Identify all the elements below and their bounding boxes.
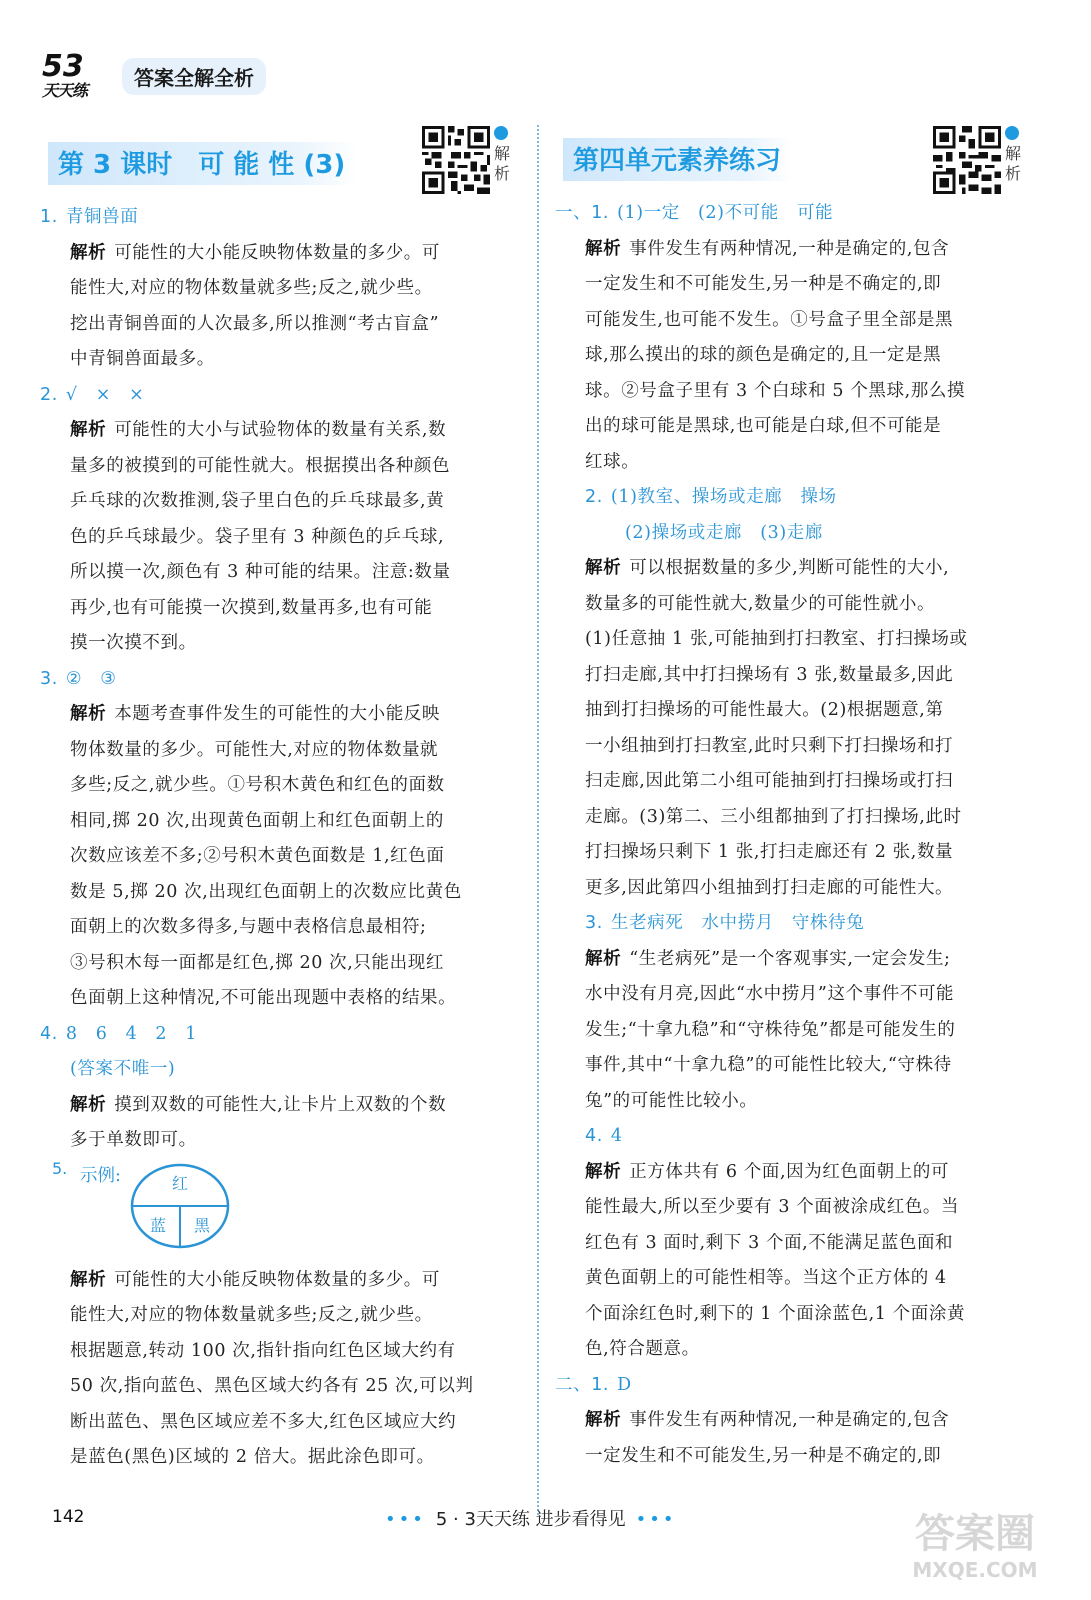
analysis-line: 多些;反之,就少些。①号积木黄色和红色的面数: [70, 775, 445, 795]
analysis-line: 50 次,指向蓝色、黑色区域大约各有 25 次,可以判: [70, 1376, 474, 1396]
qr-code-icon[interactable]: [933, 126, 1001, 194]
analysis-line: 面朝上的次数多得多,与题中表格信息最相符;: [70, 917, 427, 937]
question-number: 二、1.: [555, 1374, 610, 1395]
question-number: 2.: [585, 487, 603, 507]
answer-text: 8 6 4 2 1: [65, 1023, 197, 1044]
analysis-line: 球,那么摸出的球的颜色是确定的,且一定是黑: [585, 345, 942, 365]
analysis-line: 能性最大,所以至少要有 3 个面被涂成红色。当: [585, 1197, 960, 1217]
analysis-line: 量多的被摸到的可能性就大。根据摸出各种颜色: [70, 455, 451, 476]
answer-line: [555, 906, 1040, 942]
question-5: [40, 1159, 525, 1476]
question-1: [40, 200, 525, 378]
analysis-line: 兔”的可能性比较小。: [585, 1090, 758, 1111]
qr-code-icon[interactable]: [422, 126, 490, 194]
analysis-line: [40, 236, 525, 272]
analysis-line: 所以摸一次,颜色有 3 种可能的结果。注意:数量: [70, 562, 451, 582]
analysis-line: [40, 1263, 525, 1299]
analysis-line: 一小组抽到打扫教室,此时只剩下打扫操场和打: [585, 735, 954, 756]
analysis-line: 水中没有月亮,因此“水中捞月”这个事件不可能: [585, 984, 955, 1004]
analysis-line: 一定发生和不可能发生,另一种是不确定的,即: [585, 274, 942, 294]
dots-right: •••: [635, 1509, 677, 1530]
analysis-line: 发生;“十拿九稳”和“守株待兔”都是可能发生的: [585, 1019, 956, 1040]
answer-text: 青铜兽面: [65, 207, 139, 227]
analysis-line: 多于单数即可。: [70, 1130, 197, 1150]
analysis-text: 可能性的大小能反映物体数量的多少。可: [114, 1269, 441, 1290]
right-column: [555, 120, 1040, 1474]
question-number: 5.: [52, 1158, 68, 1178]
analysis-line: 一定发生和不可能发生,另一种是不确定的,即: [585, 1445, 942, 1466]
answer-text: (1)教室、操场或走廊 操场: [610, 487, 837, 507]
question-number: 4.: [585, 1126, 603, 1146]
analysis-line: 色,符合题意。: [585, 1339, 700, 1359]
answer-line: [40, 200, 525, 236]
left-section-head: [40, 120, 525, 200]
answer-text-continued: (2)操场或走廊 (3)走廊: [625, 522, 823, 543]
analysis-line: 打扫走廊,其中打扫操场有 3 张,数量最多,因此: [585, 664, 954, 685]
answer-line: [555, 1119, 1040, 1155]
spinner-disk: [130, 1163, 230, 1249]
analysis-tag: 解析: [70, 704, 107, 724]
analysis-line: 次数应该差不多;②号积木黄色面数是 1,红色面: [70, 846, 445, 866]
analysis-line: [555, 942, 1040, 978]
answer-text: 4: [610, 1126, 623, 1146]
watermark-url: MXQE.COM: [912, 1558, 1038, 1582]
watermark: [880, 1510, 1070, 1590]
answer-note: (答案不唯一): [70, 1059, 176, 1079]
header-title: 答案全解全析: [122, 58, 266, 95]
answer-line: [40, 662, 525, 698]
qr-label-text: 解析: [494, 144, 511, 183]
left-column: [40, 120, 525, 1476]
analysis-tag: 解析: [70, 1269, 107, 1290]
analysis-line: 抽到打扫操场的可能性最大。(2)根据题意,第: [585, 700, 944, 720]
analysis-tag: 解析: [585, 238, 622, 259]
analysis-line: 是蓝色(黑色)区域的 2 倍大。据此涂色即可。: [70, 1447, 435, 1467]
analysis-line: 黄色面朝上的可能性相等。当这个正方体的 4: [585, 1268, 947, 1288]
analysis-line: 数量多的可能性就大,数量少的可能性就小。: [585, 593, 936, 614]
answer-text: √ × ×: [65, 384, 145, 405]
question-number: 3.: [40, 668, 58, 689]
part1-question-1: [555, 196, 1040, 480]
question-number: 1.: [40, 207, 58, 227]
spinner-example: [40, 1159, 525, 1255]
analysis-line: 根据题意,转动 100 次,指针指向红色区域大约有: [70, 1340, 456, 1361]
qr-label: [1005, 126, 1027, 184]
analysis-line: 色的乒乓球最少。袋子里有 3 种颜色的乒乓球,: [70, 526, 445, 547]
right-section-head: [555, 120, 1040, 200]
answer-text: D: [617, 1374, 632, 1395]
brand-logo: [42, 49, 114, 106]
question-number: 一、1.: [555, 203, 610, 223]
analysis-text: 可能性的大小与试验物体的数量有关系,数: [114, 420, 447, 440]
analysis-line: 物体数量的多少。可能性大,对应的物体数量就: [70, 739, 439, 760]
dots-left: •••: [385, 1509, 426, 1530]
analysis-text: 正方体共有 6 个面,因为红色面朝上的可: [629, 1161, 950, 1182]
spinner-label-blue: 蓝: [149, 1215, 167, 1235]
analysis-line: 中青铜兽面最多。: [70, 349, 215, 369]
analysis-line: 事件,其中“十拿九稳”的可能性比较大,“守株待: [585, 1055, 952, 1075]
analysis-line: [40, 697, 525, 733]
analysis-line: 能性大,对应的物体数量就多些;反之,就少些。: [70, 1305, 433, 1325]
analysis-line: 出的球可能是黑球,也可能是白球,但不可能是: [585, 416, 942, 436]
answer-line: [555, 480, 1040, 516]
analysis-line: 摸一次摸不到。: [70, 633, 197, 653]
analysis-line: (1)任意抽 1 张,可能抽到打扫教室、打扫操场或: [585, 629, 968, 649]
analysis-line: [555, 1155, 1040, 1191]
spinner-label-red: 红: [171, 1173, 189, 1193]
qr-label: [494, 126, 516, 184]
analysis-tag: 解析: [585, 1161, 622, 1182]
analysis-tag: 解析: [70, 242, 107, 263]
spinner-label-black: 黑: [193, 1215, 211, 1235]
analysis-line: 可能发生,也可能不发生。①号盒子里全部是黑: [585, 309, 954, 330]
analysis-tag: 解析: [585, 1410, 622, 1430]
analysis-text: 摸到双数的可能性大,让卡片上双数的个数: [114, 1094, 447, 1115]
answer-text: (1)一定 (2)不可能 可能: [617, 203, 834, 223]
example-label: 示例:: [80, 1165, 121, 1186]
analysis-line: 走廊。(3)第二、三小组都抽到了打扫操场,此时: [585, 806, 962, 827]
play-icon: [494, 126, 508, 140]
question-4: [40, 1017, 525, 1159]
slogan-text: 5 · 3天天练 进步看得见: [435, 1509, 626, 1530]
logo-sub: 天天练: [42, 81, 88, 100]
analysis-tag: 解析: [585, 948, 622, 969]
footer-slogan: [375, 1505, 687, 1531]
analysis-line: 扫走廊,因此第二小组可能抽到打扫操场或打扫: [585, 771, 954, 791]
analysis-line: 再少,也有可能摸一次摸到,数量再多,也有可能: [70, 597, 433, 618]
page-number: 142: [52, 1507, 85, 1527]
analysis-text: 事件发生有两种情况,一种是确定的,包含: [629, 238, 950, 259]
question-3: [40, 662, 525, 1017]
qr-label-text: 解析: [1005, 144, 1022, 183]
analysis-tag: 解析: [585, 558, 622, 578]
answer-text: 生老病死 水中捞月 守株待兔: [610, 913, 865, 933]
analysis-line: [555, 1403, 1040, 1439]
analysis-line: 断出蓝色、黑色区域应差不多大,红色区域应大约: [70, 1411, 457, 1432]
analysis-line: 红球。: [585, 451, 640, 472]
answer-line: [555, 1368, 1040, 1404]
analysis-line: ③号积木每一面都是红色,掷 20 次,只能出现红: [70, 952, 444, 973]
analysis-tag: 解析: [70, 420, 107, 440]
analysis-text: 可以根据数量的多少,判断可能性的大小,: [629, 558, 950, 578]
analysis-line: 球。②号盒子里有 3 个白球和 5 个黑球,那么摸: [585, 380, 966, 401]
logo-main: 53: [42, 49, 84, 84]
analysis-line: 打扫操场只剩下 1 张,打扫走廊还有 2 张,数量: [585, 842, 954, 862]
analysis-line: 数是 5,掷 20 次,出现红色面朝上的次数应比黄色: [70, 881, 462, 902]
analysis-line: [40, 413, 525, 449]
answer-line: [555, 196, 1040, 232]
part1-question-4: [555, 1119, 1040, 1368]
answer-line: [40, 1017, 525, 1053]
lesson-title: 第 3 课时 可 能 性 (3): [48, 142, 357, 185]
question-2: [40, 378, 525, 662]
part1-question-3: [555, 906, 1040, 1119]
analysis-text: “生老病死”是一个客观事实,一定会发生;: [629, 948, 951, 969]
watermark-main: 答案圈: [915, 1511, 1035, 1557]
unit-title: 第四单元素养练习: [563, 138, 793, 181]
analysis-line: 色面朝上这种情况,不可能出现题中表格的结果。: [70, 988, 457, 1008]
analysis-line: [555, 551, 1040, 587]
analysis-line: 挖出青铜兽面的人次最多,所以推测“考古盲盒”: [70, 313, 440, 334]
analysis-line: 更多,因此第四小组抽到打扫走廊的可能性大。: [585, 877, 954, 898]
column-divider: [537, 125, 539, 1515]
analysis-line: 能性大,对应的物体数量就多些;反之,就少些。: [70, 278, 433, 298]
analysis-tag: 解析: [70, 1094, 107, 1115]
answer-line: [40, 378, 525, 414]
play-icon: [1005, 126, 1019, 140]
part2-question-1: [555, 1368, 1040, 1475]
analysis-text: 可能性的大小能反映物体数量的多少。可: [114, 242, 441, 263]
analysis-line: 个面涂红色时,剩下的 1 个面涂蓝色,1 个面涂黄: [585, 1303, 966, 1324]
analysis-line: 相同,掷 20 次,出现黄色面朝上和红色面朝上的: [70, 810, 444, 831]
question-number: 4.: [40, 1023, 58, 1044]
analysis-line: 乒乓球的次数推测,袋子里白色的乒乓球最多,黄: [70, 491, 445, 511]
answer-text: ② ③: [65, 668, 117, 689]
analysis-text: 本题考查事件发生的可能性的大小能反映: [114, 704, 441, 724]
analysis-line: 红色有 3 面时,剩下 3 个面,不能满足蓝色面和: [585, 1232, 954, 1253]
analysis-line: [40, 1088, 525, 1124]
question-number: 2.: [40, 384, 58, 405]
analysis-text: 事件发生有两种情况,一种是确定的,包含: [629, 1410, 950, 1430]
question-number: 3.: [585, 913, 603, 933]
page-header: [30, 40, 330, 110]
analysis-line: [555, 232, 1040, 268]
part1-question-2: [555, 480, 1040, 906]
